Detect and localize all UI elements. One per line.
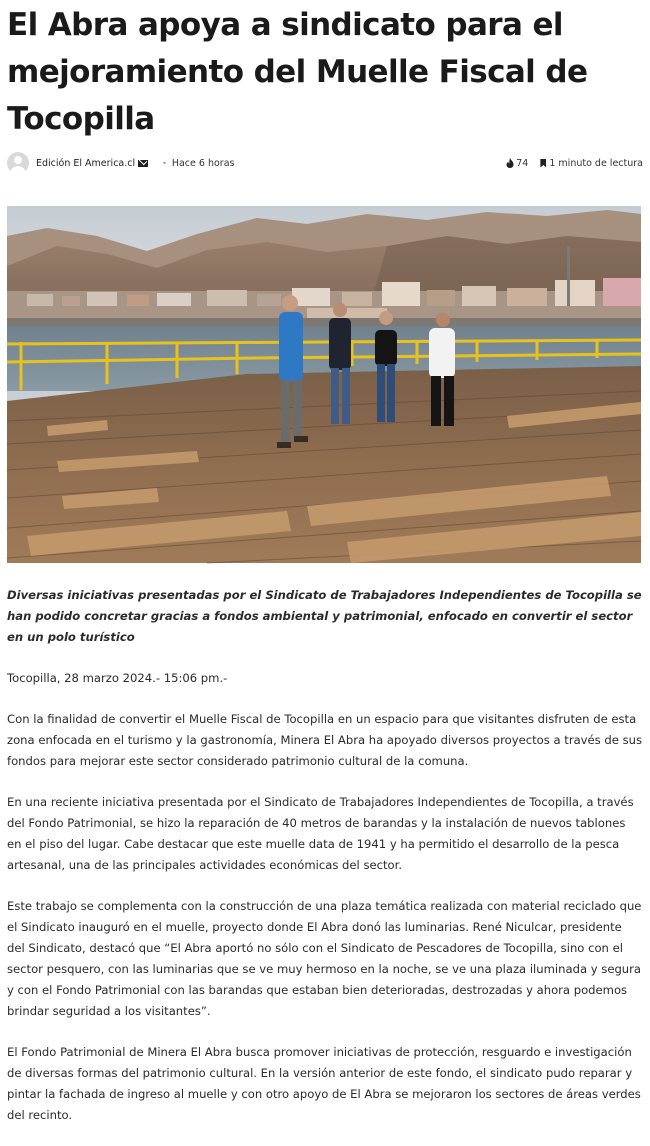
- envelope-icon[interactable]: [138, 160, 148, 167]
- article-title: El Abra apoya a sindicato para el mejoramiento del Muelle Fiscal de Tocopilla: [7, 7, 588, 137]
- views-count: 74: [516, 157, 529, 169]
- shoreline: [7, 318, 641, 326]
- article-paragraph: En una reciente iniciativa presentada por el Sindicato de Trabajadores Independientes de Tocopilla, a través del Fondo Patrimonial, se hizo la reparación de 40 metros de barandas y la instalación de nuevos tablones en el piso del lugar. Cabe destacar que este muelle data de 1941 y ha permitido el desarrollo de la pesca artesanal, una de las principales actividades económicas del sector.: [7, 795, 634, 872]
- post-time: Hace 6 horas: [171, 157, 235, 169]
- avatar-body-shape: [10, 166, 26, 178]
- article-dateline: Tocopilla, 28 marzo 2024.- 15:06 pm.-: [7, 671, 228, 685]
- article-paragraph: El Fondo Patrimonial de Minera El Abra busca promover iniciativas de protección, resguardo e investigación de diversas formas del patrimonio cultural. En la versión anterior de este fondo, el sindicato pudo reparar y pintar la fachada de ingreso al muelle y con otro apoyo de El Abra se mejoraron los sectores de áreas verdes del recinto.: [7, 1045, 641, 1122]
- hero-image: [7, 206, 641, 563]
- pier-photo-illustration: [7, 206, 641, 563]
- article-meta: [7, 150, 643, 176]
- article-paragraph: Este trabajo se complementa con la construcción de una plaza temática realizada con material reciclado que el Sindicato inauguró en el muelle, proyecto donde El Abra donó las luminarias. René Niculcar, presidente del Sindicato, destacó que “El Abra aportó no sólo con el Sindicato de Pescadores de Tocopilla, sino con el sector pesquero, con las luminarias que se ve muy hermoso en la noche, se ve una plaza iluminada y segura y con el Fondo Patrimonial con las barandas que estaban bien deterioradas, destrozadas y ahora podemos brindar seguridad a los visitantes”.: [7, 899, 642, 1018]
- bookmark-icon: [540, 159, 546, 168]
- read-time: 1 minuto de lectura: [549, 157, 643, 169]
- author-name-link[interactable]: Edición El America.cl: [36, 157, 136, 169]
- avatar-head-shape: [14, 156, 22, 164]
- article-paragraph: Con la finalidad de convertir el Muelle Fiscal de Tocopilla en un espacio para que visitantes disfruten de esta zona enfocada en el turismo y la gastronomía, Minera El Abra ha apoyado diversos proyectos a través de sus fondos para mejorar este sector considerado patrimonio cultural de la comuna.: [7, 712, 643, 768]
- article-lead: Diversas iniciativas presentadas por el Sindicato de Trabajadores Independientes de Tocopilla se han podido concretar gracias a fondos ambiental y patrimonial, enfocado en convertir el sector en un polo turístico: [7, 588, 642, 644]
- author-avatar-icon[interactable]: [7, 152, 29, 174]
- meta-stats: [506, 158, 643, 169]
- fire-icon: [506, 158, 514, 168]
- article-body: [7, 585, 643, 1146]
- meta-separator: •: [162, 158, 167, 168]
